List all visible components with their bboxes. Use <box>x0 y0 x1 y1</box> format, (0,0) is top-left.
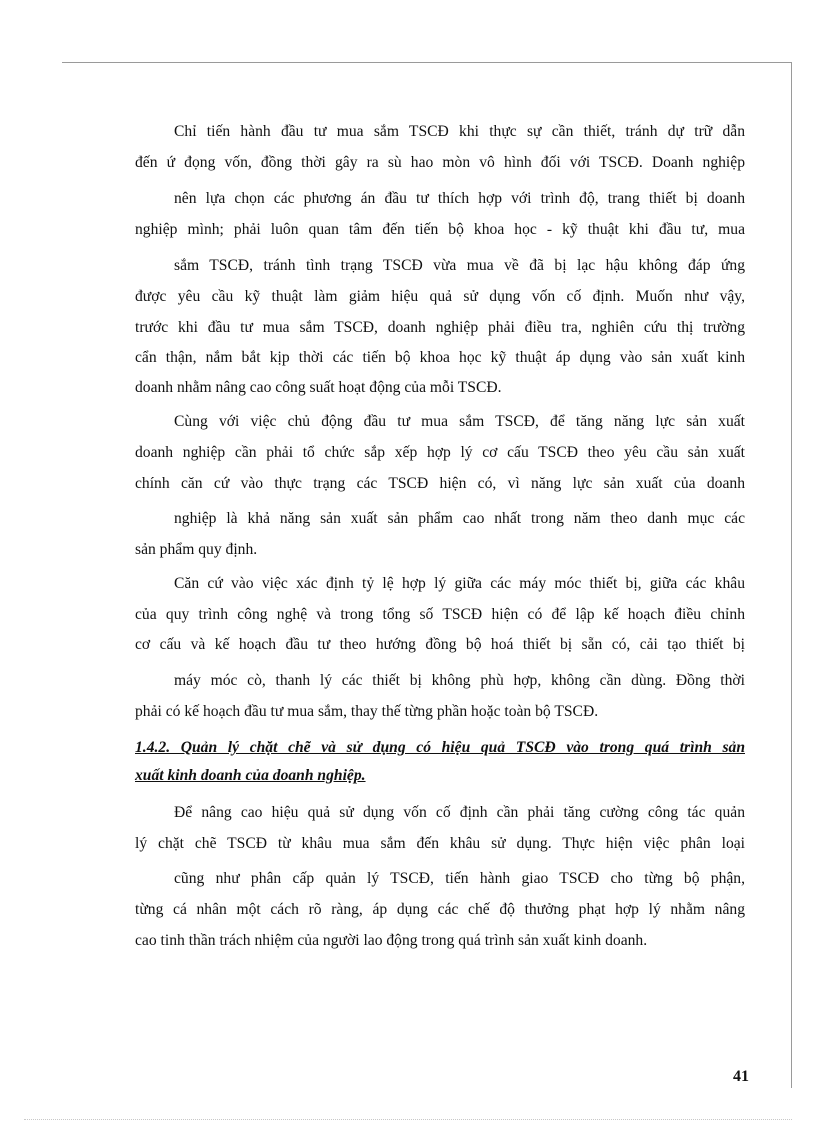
text-line: sắm TSCĐ, tránh tình trạng TSCĐ vừa mua về đã bị lạc hậu không đáp ứng <box>174 257 745 274</box>
text-line: cẩn thận, nắm bắt kịp thời các tiến bộ khoa học kỹ thuật áp dụng vào sản xuất kinh <box>135 349 745 366</box>
text-line: của quy trình công nghệ và trong tổng số TSCĐ hiện có để lập kế hoạch điều chỉnh <box>135 606 745 623</box>
text-line: máy móc cò, thanh lý các thiết bị không phù hợp, không cần dùng. Đồng thời <box>174 672 745 689</box>
text-line: nên lựa chọn các phương án đầu tư thích hợp với trình độ, trang thiết bị doanh <box>174 190 745 207</box>
text-line: trước khi đầu tư mua sắm TSCĐ, doanh nghiệp phải điều tra, nghiên cứu thị trường <box>135 319 745 336</box>
page-number: 41 <box>733 1068 749 1085</box>
text-line: Cùng với việc chủ động đầu tư mua sắm TSCĐ, để tăng năng lực sản xuất <box>174 413 745 430</box>
text-line: Chỉ tiến hành đầu tư mua sắm TSCĐ khi thực sự cần thiết, tránh dự trữ dẫn <box>174 123 745 140</box>
text-line: doanh nghiệp cần phải tổ chức sắp xếp hợp lý cơ cấu TSCĐ theo yêu cầu sản xuất <box>135 444 745 461</box>
text-line: sản phẩm quy định. <box>135 541 258 558</box>
text-line: Căn cứ vào việc xác định tỷ lệ hợp lý giữa các máy móc thiết bị, giữa các khâu <box>174 575 745 592</box>
section-heading-line: 1.4.2. Quản lý chặt chẽ và sử dụng có hiệu quả TSCĐ vào trong quá trình sản <box>135 739 745 756</box>
text-line: phải có kế hoạch đầu tư mua sắm, thay thế từng phần hoặc toàn bộ TSCĐ. <box>135 703 599 720</box>
text-line: cao tinh thần trách nhiệm của người lao động trong quá trình sản xuất kinh doanh. <box>135 932 648 949</box>
text-line: doanh nhằm nâng cao công suất hoạt động của mỗi TSCĐ. <box>135 379 502 396</box>
text-line: nghiệp là khả năng sản xuất sản phẩm cao nhất trong năm theo danh mục các <box>174 510 745 527</box>
text-line: chính căn cứ vào thực trạng các TSCĐ hiện có, vì năng lực sản xuất của doanh <box>135 475 745 492</box>
text-line: nghiệp mình; phải luôn quan tâm đến tiến bộ khoa học - kỹ thuật khi đầu tư, mua <box>135 221 745 238</box>
text-line: cơ cấu và kế hoạch đầu tư theo hướng đồng bộ hoá thiết bị sẵn có, cải tạo thiết bị <box>135 636 745 653</box>
page-bottom-divider <box>24 1119 792 1120</box>
text-line: từng cá nhân một cách rõ ràng, áp dụng các chế độ thưởng phạt hợp lý nhằm nâng <box>135 901 745 918</box>
text-line: được yêu cầu kỹ thuật làm giảm hiệu quả sử dụng vốn cố định. Muốn như vậy, <box>135 288 745 305</box>
text-line: Để nâng cao hiệu quả sử dụng vốn cố định cần phải tăng cường công tác quản <box>174 804 745 821</box>
text-line: cũng như phân cấp quản lý TSCĐ, tiến hành giao TSCĐ cho từng bộ phận, <box>174 870 745 887</box>
text-line: lý chặt chẽ TSCĐ từ khâu mua sắm đến khâu sử dụng. Thực hiện việc phân loại <box>135 835 745 852</box>
section-heading-line: xuất kinh doanh của doanh nghiệp. <box>135 767 366 784</box>
text-line: đến ứ đọng vốn, đồng thời gây ra sù hao mòn vô hình đối với TSCĐ. Doanh nghiệp <box>135 154 745 171</box>
